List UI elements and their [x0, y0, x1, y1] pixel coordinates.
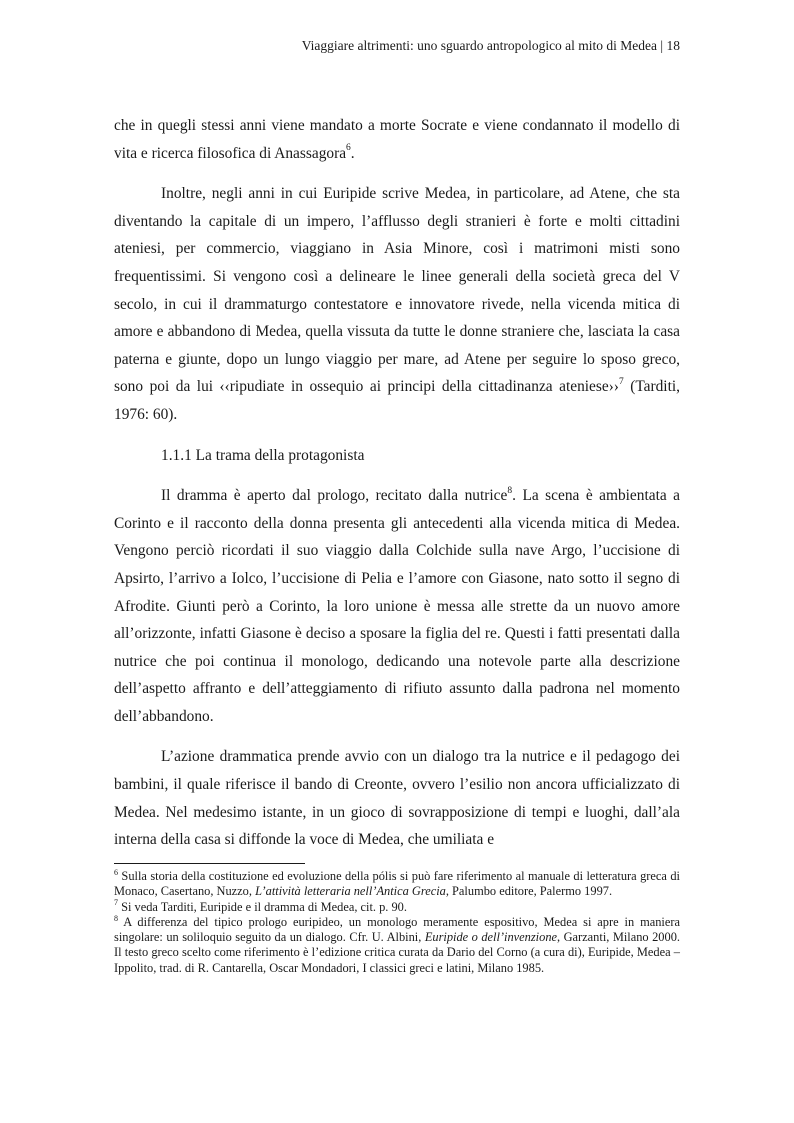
page-number: 18	[666, 38, 680, 53]
footnote-6-text-a: Sulla storia della costituzione ed evoluzione della pólis si può fare riferimento al manuale di letteratura greca di Monaco, Casertano, Nuzzo,	[114, 869, 680, 899]
footnote-divider	[114, 863, 305, 864]
footnote-6-text-b: , Palumbo editore, Palermo 1997.	[445, 884, 613, 899]
running-title: Viaggiare altrimenti: uno sguardo antropologico al mito di Medea	[301, 38, 658, 53]
footnote-8-number: 8	[114, 913, 118, 923]
paragraph-2	[114, 180, 680, 428]
footnote-7-number: 7	[114, 898, 118, 908]
paragraph-1-end: .	[350, 144, 355, 162]
footnotes	[114, 869, 680, 976]
main-text	[114, 112, 680, 867]
footnote-8-text-a: A differenza del tipico prologo euripideo, un monologo meramente espositivo, Medea si apre in maniera singolare: un soliloquio seguito da un dialogo. Cfr. U. Albini,	[114, 914, 680, 945]
paragraph-3-text: . La scena è ambientata a Corinto e il racconto della donna presenta gli antecedenti alla vicenda mitica di Medea. Vengono perciò ricordati il suo viaggio dalla Colchide sulla nave Argo, l’uccisione di Apsirto, l’arrivo a Iolco, l’uccisione di Pelia e l’amore con Giasone, nato sotto il segno di Afrodite. Giunti però a Corinto, la loro unione è messa alle strette da un nuovo amore all’orizzonte, infatti Giasone è deciso a sposare la figlia del re. Questi i fatti presentati dalla nutrice che poi continua il monologo, dedicando una notevole parte alla descrizione dell’aspetto affranto e dell’atteggiamento di rifiuto assunto dalla padrona nel momento dell’abbandono.	[114, 487, 680, 725]
footnote-ref-7: 7	[618, 377, 624, 388]
paragraph-3-start: Il dramma è aperto dal prologo, recitato dalla nutrice	[161, 487, 508, 505]
paragraph-4-text: L’azione drammatica prende avvio con un dialogo tra la nutrice e il pedagogo dei bambini, il quale riferisce il bando di Creonte, ovvero l’esilio non ancora ufficializzato di Medea. Nel medesimo istante, in un gioco di sovrapposizione di tempi e luoghi, dall’ala interna della casa si diffonde la voce di Medea, che umiliata e	[114, 748, 680, 849]
paragraph-2-text: Inoltre, negli anni in cui Euripide scrive Medea, in particolare, ad Atene, che sta diventando la capitale di un impero, l’afflusso degli stranieri è forte e molti cittadini ateniesi, per commercio, viaggiano in Asia Minore, così i matrimoni misti sono frequentissimi. Si vengono così a delineare le linee generali della società greca del V secolo, in cui il drammaturgo contestatore e innovatore rivede, nella vicenda mitica di amore e abbandono di Medea, quella vissuta da tutte le donne straniere che, lasciata la casa paterna e giunte, dopo un lungo viaggio per mare, ad Atene per seguire lo sposo greco, sono poi da lui ‹‹ripudiate in ossequio ai principi della cittadinanza ateniese››	[114, 185, 680, 396]
footnote-ref-6: 6	[346, 143, 351, 154]
footnote-7	[114, 900, 680, 915]
footnote-8-title: Euripide o dell’invenzione	[424, 930, 558, 945]
running-header	[302, 38, 680, 54]
section-subheading: 1.1.1 La trama della protagonista	[161, 446, 365, 464]
paragraph-4	[114, 743, 680, 853]
paragraph-1-text: che in quegli stessi anni viene mandato a morte Socrate e viene condannato il modello di vita e ricerca filosofica di Anassagora	[114, 117, 680, 162]
header-separator: |	[657, 38, 667, 53]
footnote-ref-8: 8	[507, 486, 513, 496]
paragraph-2-end: (Tarditi, 1976: 60).	[114, 378, 680, 423]
paragraph-3	[114, 482, 680, 730]
footnote-8	[114, 915, 680, 976]
footnote-6-title: L’attività letteraria nell’Antica Grecia	[255, 884, 446, 899]
footnote-6-number: 6	[114, 867, 118, 877]
footnote-7-text: Si veda Tarditi, Euripide e il dramma di Medea, cit. p. 90.	[118, 899, 407, 914]
footnote-6	[114, 869, 680, 900]
paragraph-1	[114, 112, 680, 167]
footnote-8-text-b: , Garzanti, Milano 2000. Il testo greco scelto come riferimento è l’edizione critica curata da Dario del Corno (a cura di), Euripide, Medea – Ippolito, trad. di R. Cantarella, Oscar Mondadori, I classici greci e latini, Milano 1985.	[114, 930, 680, 975]
